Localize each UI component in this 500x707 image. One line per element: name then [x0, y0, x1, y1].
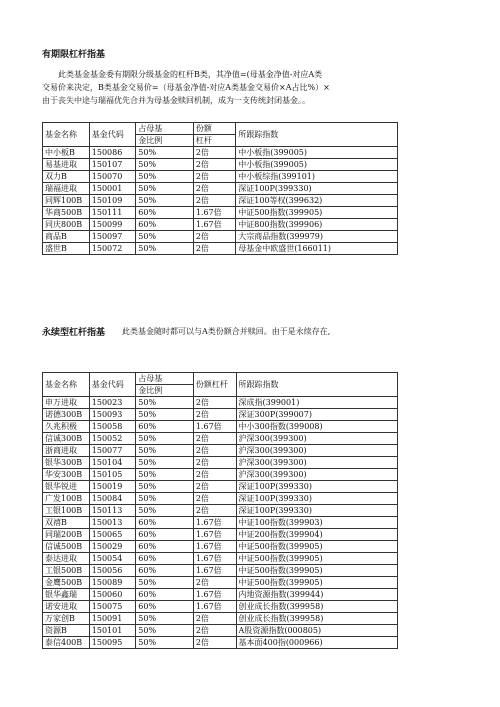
cell-lev: 2倍 [193, 613, 236, 625]
cell-lev: 1.67倍 [193, 541, 236, 553]
table-row [43, 421, 398, 433]
cell-ratio: 60% [136, 529, 194, 541]
cell-lev: 1.67倍 [193, 219, 235, 231]
cell-ratio: 50% [136, 637, 194, 649]
cell-code: 150001 [89, 183, 136, 195]
cell-lev: 2倍 [193, 445, 236, 457]
table-row [43, 601, 398, 613]
cell-name: 同庆800B [43, 219, 90, 231]
cell-name: 易基进取 [43, 159, 90, 171]
cell-code: 150019 [89, 481, 136, 493]
cell-name: 华安300B [43, 469, 90, 481]
cell-lev: 2倍 [193, 409, 236, 421]
cell-index: 创业成长指数(399958) [236, 613, 397, 625]
cell-lev: 2倍 [193, 397, 236, 409]
cell-ratio: 60% [136, 565, 194, 577]
table-row [43, 529, 398, 541]
cell-index: 深证100P(399330) [236, 183, 398, 195]
cell-lev: 1.67倍 [193, 601, 236, 613]
header-index: 所跟踪指数 [236, 373, 397, 397]
cell-index: 中证100指数(399903) [236, 517, 397, 529]
cell-code: 150023 [89, 397, 136, 409]
cell-name: 久兆积极 [43, 421, 90, 433]
cell-code: 150072 [89, 243, 136, 255]
table-row [43, 457, 398, 469]
table-row [43, 493, 398, 505]
cell-code: 150070 [89, 171, 136, 183]
paragraph-line: 此类基金基金委有期限分级基金的杠杆B类，其净值=(母基金净值-对应A类 [42, 70, 323, 79]
table-row [43, 243, 398, 255]
cell-index: 中证500指数(399905) [236, 553, 397, 565]
cell-ratio: 60% [136, 219, 194, 231]
cell-code: 150099 [89, 219, 136, 231]
table-row [43, 481, 398, 493]
cell-lev: 2倍 [193, 195, 235, 207]
cell-index: 中小板指(399005) [236, 147, 398, 159]
cell-index: 沪深300(399300) [236, 457, 397, 469]
cell-lev: 1.67倍 [193, 565, 236, 577]
cell-index: 母基金中欧盛世(166011) [236, 243, 398, 255]
cell-ratio: 50% [136, 147, 194, 159]
table-row [43, 637, 398, 649]
table-row [43, 565, 398, 577]
cell-ratio: 60% [136, 541, 194, 553]
cell-name: 工银100B [43, 505, 90, 517]
cell-name: 信诚500B [43, 541, 90, 553]
cell-code: 150052 [89, 433, 136, 445]
cell-name: 泰达进取 [43, 553, 90, 565]
paragraph-line: 交易价来决定，B类基金交易价=（母基金净值-对应A类基金交易价×A占比%）× [42, 83, 330, 92]
cell-name: 银华鑫瑞 [43, 589, 90, 601]
cell-ratio: 50% [136, 445, 194, 457]
cell-index: 深证100P(399330) [236, 481, 397, 493]
cell-lev: 2倍 [193, 505, 236, 517]
header-leverage: 份额杠杆 [193, 373, 236, 397]
cell-index: 深证100P(399330) [236, 505, 397, 517]
cell-name: 银华锐进 [43, 481, 90, 493]
table-row [43, 625, 398, 637]
cell-ratio: 50% [136, 159, 194, 171]
cell-lev: 2倍 [193, 231, 235, 243]
cell-lev: 1.67倍 [193, 421, 236, 433]
cell-index: 沪深300(399300) [236, 445, 397, 457]
cell-ratio: 50% [136, 457, 194, 469]
cell-lev: 2倍 [193, 493, 236, 505]
cell-ratio: 60% [136, 589, 194, 601]
cell-ratio: 60% [136, 517, 194, 529]
cell-ratio: 50% [136, 231, 194, 243]
section2-title: 永续型杠杆指基 [42, 328, 106, 338]
cell-name: 银华300B [43, 457, 90, 469]
cell-lev: 1.67倍 [193, 553, 236, 565]
cell-code: 150113 [89, 505, 136, 517]
cell-name: 泰信400B [43, 637, 90, 649]
table-row [43, 409, 398, 421]
table-row [43, 231, 398, 243]
cell-index: 深证100等权(399632) [236, 195, 398, 207]
cell-lev: 1.67倍 [193, 517, 236, 529]
cell-code: 150084 [89, 493, 136, 505]
cell-name: 万家创B [43, 613, 90, 625]
cell-name: 瑞福进取 [43, 183, 90, 195]
cell-index: 沪深300(399300) [236, 433, 397, 445]
cell-index: 中小板指(399005) [236, 159, 398, 171]
cell-index: 中证500指数(399905) [236, 207, 398, 219]
cell-code: 150111 [89, 207, 136, 219]
cell-name: 盛世B [43, 243, 90, 255]
cell-lev: 2倍 [193, 171, 235, 183]
cell-lev: 2倍 [193, 469, 236, 481]
header-ratio-bottom: 金比例 [136, 135, 194, 147]
cell-code: 150091 [89, 613, 136, 625]
cell-code: 150097 [89, 231, 136, 243]
cell-ratio: 50% [136, 171, 194, 183]
cell-index: A股资源指数(000805) [236, 625, 397, 637]
cell-ratio: 50% [136, 195, 194, 207]
cell-index: 中证800指数(399906) [236, 219, 398, 231]
cell-ratio: 60% [136, 421, 194, 433]
section1-table [42, 122, 398, 255]
header-ratio-bottom: 金比例 [136, 385, 194, 397]
cell-ratio: 50% [136, 469, 194, 481]
cell-ratio: 60% [136, 601, 194, 613]
cell-name: 金鹰500B [43, 577, 90, 589]
cell-code: 150056 [89, 565, 136, 577]
cell-index: 深成指(399001) [236, 397, 397, 409]
table-row [43, 505, 398, 517]
cell-index: 深证300P(399007) [236, 409, 397, 421]
cell-lev: 1.67倍 [193, 589, 236, 601]
cell-code: 150058 [89, 421, 136, 433]
cell-index: 基本面400指(000966) [236, 637, 397, 649]
cell-index: 中证500指数(399905) [236, 565, 397, 577]
cell-code: 150095 [89, 637, 136, 649]
cell-name: 工银500B [43, 565, 90, 577]
cell-ratio: 50% [136, 625, 194, 637]
table-row [43, 433, 398, 445]
cell-ratio: 50% [136, 433, 194, 445]
table-row [43, 469, 398, 481]
cell-name: 申万进取 [43, 397, 90, 409]
cell-lev: 2倍 [193, 159, 235, 171]
header-fund-code: 基金代码 [89, 373, 136, 397]
cell-ratio: 50% [136, 493, 194, 505]
table-row [43, 183, 398, 195]
table-row [43, 589, 398, 601]
cell-code: 150060 [89, 589, 136, 601]
cell-ratio: 60% [136, 553, 194, 565]
cell-lev: 2倍 [193, 433, 236, 445]
cell-lev: 1.67倍 [193, 207, 235, 219]
cell-lev: 2倍 [193, 625, 236, 637]
cell-index: 深证100P(399330) [236, 493, 397, 505]
section2-table [42, 372, 398, 649]
cell-code: 150089 [89, 577, 136, 589]
cell-lev: 2倍 [193, 577, 236, 589]
table-row [43, 147, 398, 159]
header-fund-name: 基金名称 [43, 123, 90, 147]
section2-note: 此类基金随时都可以与A类份额合并赎回。由于是永续存在, [122, 327, 331, 336]
table-row [43, 195, 398, 207]
table-row [43, 397, 398, 409]
cell-lev: 2倍 [193, 183, 235, 195]
table-row [43, 517, 398, 529]
cell-name: 诺德300B [43, 409, 90, 421]
cell-code: 150013 [89, 517, 136, 529]
cell-code: 150101 [89, 625, 136, 637]
cell-code: 150054 [89, 553, 136, 565]
cell-ratio: 50% [136, 505, 194, 517]
table-row [43, 159, 398, 171]
cell-lev: 2倍 [193, 147, 235, 159]
cell-code: 150086 [89, 147, 136, 159]
cell-name: 华商500B [43, 207, 90, 219]
header-leverage-bottom: 杠杆 [193, 135, 235, 147]
cell-name: 同瑞200B [43, 529, 90, 541]
cell-index: 中小板综指(399101) [236, 171, 398, 183]
section1-paragraph [42, 68, 500, 107]
cell-ratio: 50% [136, 243, 194, 255]
cell-name: 中小板B [43, 147, 90, 159]
table-row [43, 171, 398, 183]
paragraph-line: 由于丧失中途与瑞福优先合并为母基金赎回机制，成为一支传统封闭基金。。 [42, 96, 310, 105]
section1-title: 有期限杠杆指基 [42, 50, 106, 60]
cell-code: 150109 [89, 195, 136, 207]
cell-ratio: 50% [136, 409, 194, 421]
header-fund-name: 基金名称 [43, 373, 90, 397]
header-index: 所跟踪指数 [236, 123, 398, 147]
table-row [43, 207, 398, 219]
cell-name: 浙商进取 [43, 445, 90, 457]
header-fund-code: 基金代码 [89, 123, 136, 147]
table-header-row [43, 123, 398, 135]
cell-name: 同辉100B [43, 195, 90, 207]
cell-name: 信诚300B [43, 433, 90, 445]
cell-index: 中证500指数(399905) [236, 541, 397, 553]
cell-index: 大宗商品指数(399979) [236, 231, 398, 243]
table-row [43, 541, 398, 553]
cell-ratio: 60% [136, 207, 194, 219]
table-row [43, 219, 398, 231]
cell-code: 150065 [89, 529, 136, 541]
cell-code: 150029 [89, 541, 136, 553]
cell-index: 创业成长指数(399958) [236, 601, 397, 613]
cell-ratio: 50% [136, 183, 194, 195]
cell-name: 双禧B [43, 517, 90, 529]
cell-lev: 2倍 [193, 481, 236, 493]
cell-ratio: 50% [136, 577, 194, 589]
header-ratio-top: 占母基 [136, 123, 194, 135]
cell-name: 资源B [43, 625, 90, 637]
cell-lev: 1.67倍 [193, 529, 236, 541]
cell-ratio: 50% [136, 481, 194, 493]
cell-name: 诺安进取 [43, 601, 90, 613]
cell-index: 内地资源指数(399944) [236, 589, 397, 601]
header-leverage-top: 份额 [193, 123, 235, 135]
table-header-row [43, 373, 398, 385]
cell-code: 150107 [89, 159, 136, 171]
cell-index: 中小300指数(399008) [236, 421, 397, 433]
cell-code: 150104 [89, 457, 136, 469]
cell-name: 广发100B [43, 493, 90, 505]
cell-name: 双力B [43, 171, 90, 183]
cell-code: 150077 [89, 445, 136, 457]
cell-lev: 2倍 [193, 457, 236, 469]
cell-lev: 2倍 [193, 637, 236, 649]
cell-ratio: 50% [136, 613, 194, 625]
cell-index: 中证500指数(399905) [236, 577, 397, 589]
header-ratio-top: 占母基 [136, 373, 194, 385]
table-row [43, 553, 398, 565]
cell-lev: 2倍 [193, 243, 235, 255]
cell-name: 商品B [43, 231, 90, 243]
cell-code: 150075 [89, 601, 136, 613]
cell-code: 150105 [89, 469, 136, 481]
cell-index: 沪深300(399300) [236, 469, 397, 481]
table-row [43, 613, 398, 625]
cell-ratio: 50% [136, 397, 194, 409]
table-row [43, 445, 398, 457]
cell-index: 中证200指数(399904) [236, 529, 397, 541]
table-row [43, 577, 398, 589]
cell-code: 150093 [89, 409, 136, 421]
